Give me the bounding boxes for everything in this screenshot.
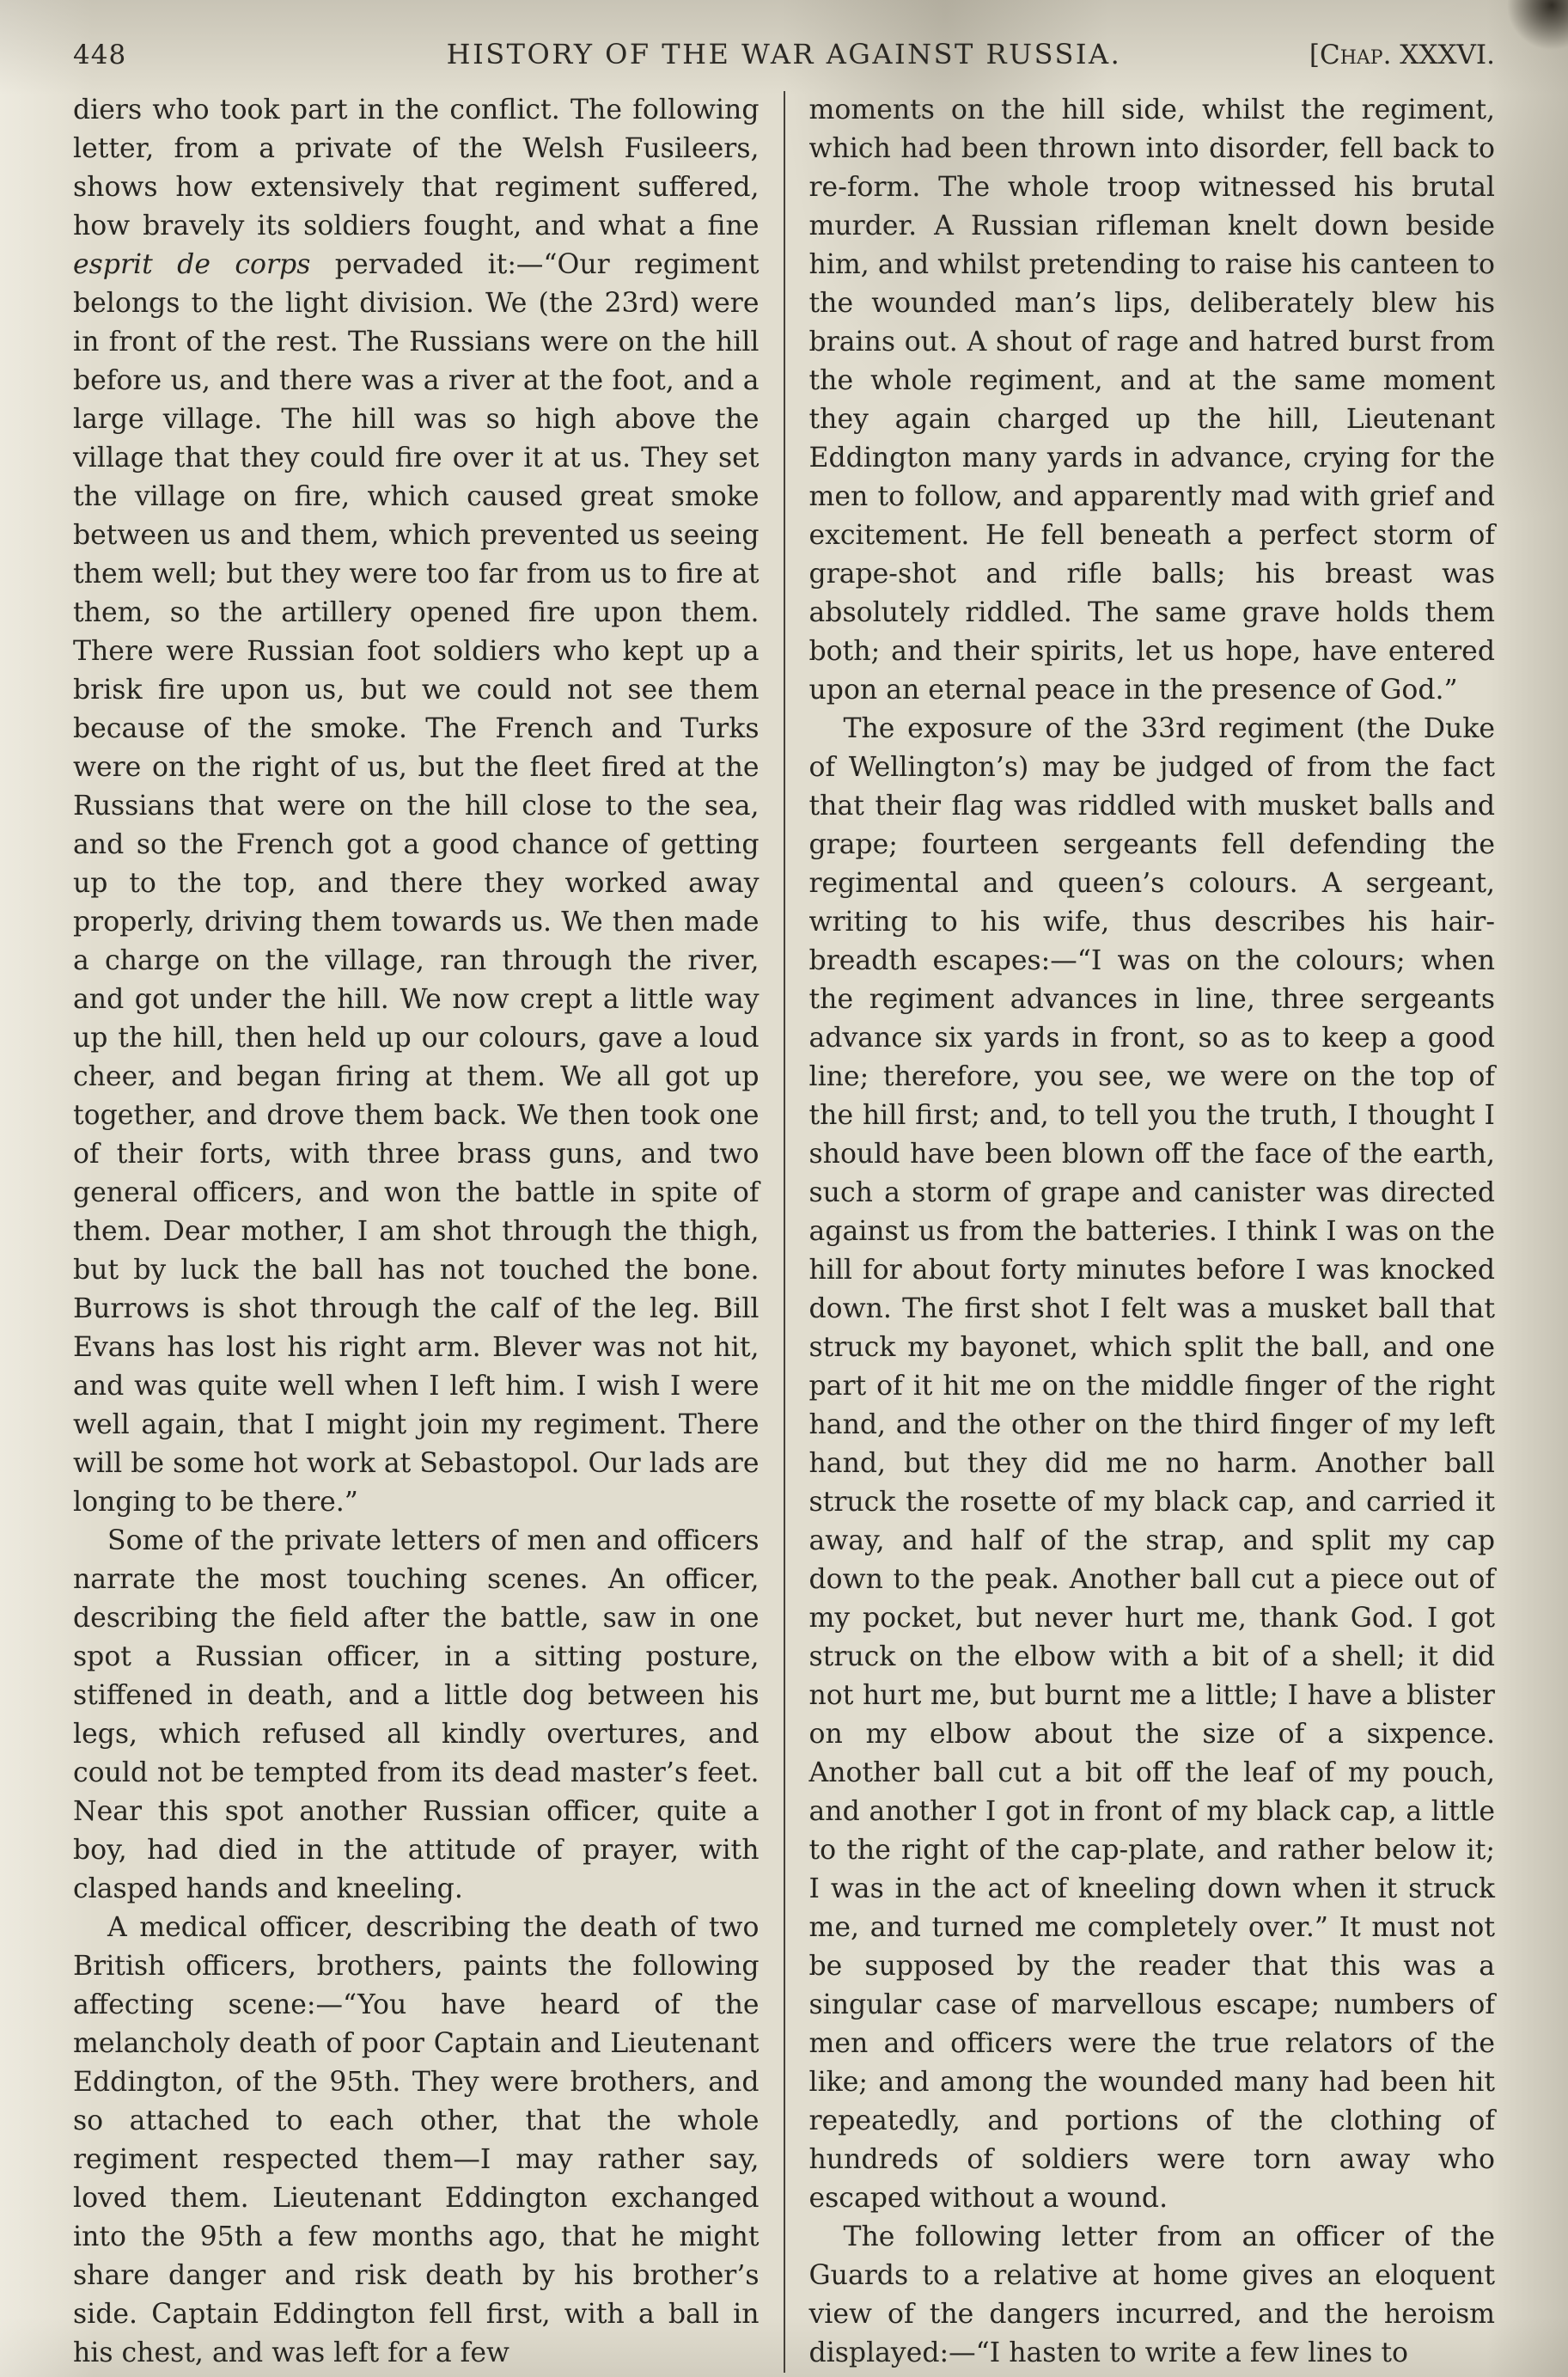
paragraph <box>73 1909 760 2373</box>
text-run: The exposure of the 33rd regiment (the Duke of Wellington’s) may be judged of from the fact that their flag was riddled with musket balls and grape; fourteen sergeants fell defending the regimental and queen’s colours. A sergeant, writing to his wife, thus describes his hair-breadth escapes:—“I was on the colours; when the regiment advances in line, three sergeants advance six yards in front, so as to keep a good line; therefore, you see, we were on the top of the hill first; and, to tell you the truth, I thought I should have been blown off the face of the earth, such a storm of grape and canister was directed against us from the batteries. I think I was on the hill for about forty minutes before I was knocked down. The first shot I felt was a musket ball that struck my bayonet, which split the ball, and one part of it hit me on the middle finger of the right hand, and the other on the third finger of my left hand, but they did me no harm. Another ball struck the rosette of my black cap, and carried it away, and half of the strap, and split my cap down to the peak. Another ball cut a piece out of my pocket, but never hurt me, thank God. I got struck on the elbow with a bit of a shell; it did not hurt me, but burnt me a little; I have a blister on my elbow about the size of a sixpence. Another ball cut a bit off the leaf of my pouch, and another I got in front of my black cap, a little to the right of the cap-plate, and rather below it; I was in the act of kneeling down when it struck me, and turned me completely over.” It must not be supposed by the reader that this was a singular case of marvellous escape; numbers of men and officers were the true relators of the like; and among the wounded many had been hit repeatedly, and portions of the clothing of hundreds of soldiers were torn away who escaped without a wound. <box>808 713 1495 2214</box>
column-divider <box>784 91 785 2373</box>
running-title: HISTORY OF THE WAR AGAINST RUSSIA. <box>446 38 1122 70</box>
left-column <box>73 91 760 2373</box>
paragraph <box>809 710 1496 2218</box>
paragraph <box>73 1522 760 1909</box>
page-number: 448 <box>73 40 127 70</box>
italic-text-run: esprit de corps <box>73 249 311 280</box>
right-column <box>809 91 1496 2373</box>
text-run: A medical officer, describing the death of two British officers, brothers, paints the following affecting scene:—“You have heard of the melancholy death of poor Captain and Lieutenant Eddington, of the 95th. They were brothers, and so attached to each other, that the whole regiment respected them—I may rather say, loved them. Lieutenant Eddington exchanged into the 95th a few months ago, that he might share danger and risk death by his brother’s side. Captain Eddington fell first, with a ball in his chest, and was left for a few <box>73 1912 760 2368</box>
paragraph <box>73 91 760 1522</box>
page-header <box>0 0 1568 70</box>
text-run: diers who took part in the conflict. The following letter, from a private of the Welsh Fusileers, shows how extensively that regiment suffered, how bravely its soldiers fought, and what a fine <box>73 95 760 241</box>
text-run: The following letter from an officer of the Guards to a relative at home gives an eloquent view of the dangers incurred, and the heroism displayed:—“I hasten to write a few lines to <box>808 2221 1495 2368</box>
text-columns <box>0 91 1568 2373</box>
text-run: pervaded it:—“Our regiment belongs to the light division. We (the 23rd) were in front of the rest. The Russians were on the hill before us, and there was a river at the foot, and a large village. The hill was so high above the village that they could fire over it at us. They set the village on fire, which caused great smoke between us and them, which prevented us seeing them well; but they were too far from us to fire at them, so the artillery opened fire upon them. There were Russian foot soldiers who kept up a brisk fire upon us, but we could not see them because of the smoke. The French and Turks were on the right of us, but the fleet fired at the Russians that were on the hill close to the sea, and so the French got a good chance of getting up to the top, and there they worked away properly, driving them towards us. We then made a charge on the village, ran through the river, and got under the hill. We now crept a little way up the hill, then held up our colours, gave a loud cheer, and began firing at them. We all got up together, and drove them back. We then took one of their forts, with three brass guns, and two general officers, and won the battle in spite of them. Dear mother, I am shot through the thigh, but by luck the ball has not touched the bone. Burrows is shot through the calf of the leg. Bill Evans has lost his right arm. Blever was not hit, and was quite well when I left him. I wish I were well again, that I might join my regiment. There will be some hot work at Sebastopol. Our lads are longing to be there.” <box>73 249 760 1518</box>
chapter-label: [Chap. XXXVI. <box>1309 40 1495 70</box>
text-run: moments on the hill side, whilst the regiment, which had been thrown into disorder, fell back to re-form. The whole troop witnessed his brutal murder. A Russian rifleman knelt down beside him, and whilst pretending to raise his canteen to the wounded man’s lips, deliberately blew his brains out. A shout of rage and hatred burst from the whole regiment, and at the same moment they again charged up the hill, Lieutenant Eddington many yards in advance, crying for the men to follow, and apparently mad with grief and excitement. He fell beneath a perfect storm of grape-shot and rifle balls; his breast was absolutely riddled. The same grave holds them both; and their spirits, let us hope, have entered upon an eternal peace in the presence of God.” <box>808 95 1495 706</box>
paragraph <box>809 91 1496 710</box>
text-run: Some of the private letters of men and officers narrate the most touching scenes. An officer, describing the field after the battle, saw in one spot a Russian officer, in a sitting posture, stiffened in death, and a little dog between his legs, which refused all kindly overtures, and could not be tempted from its dead master’s feet. Near this spot another Russian officer, quite a boy, had died in the attitude of prayer, with clasped hands and kneeling. <box>73 1525 760 1904</box>
paragraph <box>809 2218 1496 2373</box>
